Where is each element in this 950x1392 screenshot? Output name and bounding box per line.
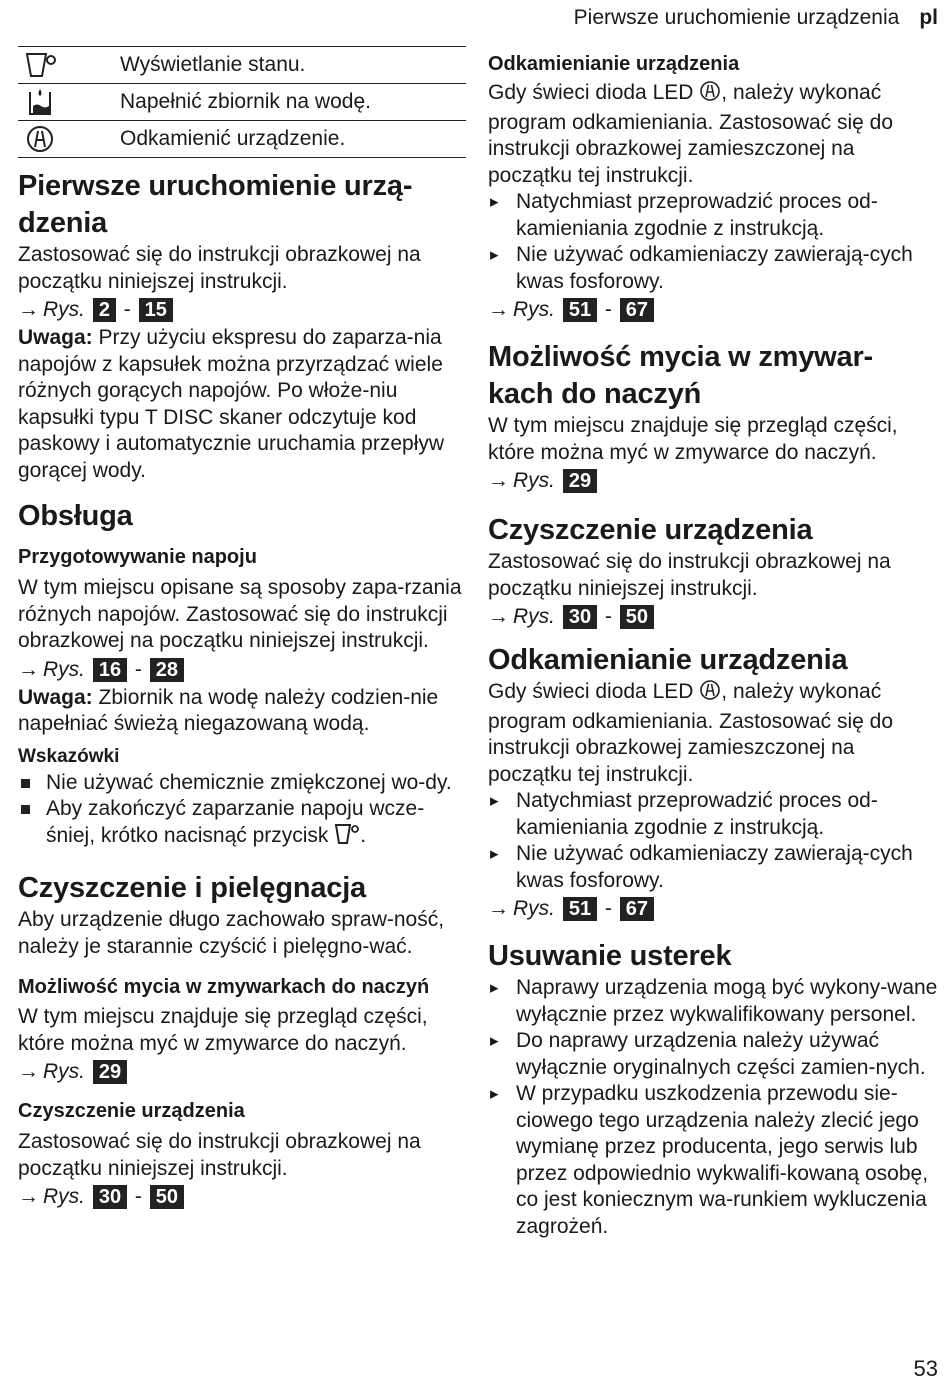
figure-reference: → Rys. 51 - 67 — [488, 295, 940, 325]
figure-reference: → Rys. 51 - 67 — [488, 894, 940, 924]
figure-reference: → Rys. 30 - 50 — [488, 602, 940, 632]
paragraph: Gdy świeci dioda LED , należy wykonać program odkamieniania. Zastosować się do instrukcji obrazkowej zamieszczonej na początku tej instrukcji. — [488, 81, 894, 187]
section-descale — [488, 642, 940, 924]
symbol-legend — [18, 46, 466, 158]
section-cleaning-care — [18, 870, 466, 1212]
section-title: Możliwość mycia w zmywar-kach do naczyń — [488, 341, 874, 410]
list-item: ▸ Nie używać odkamieniaczy zawierają-cych kwas fosforowy. — [488, 242, 940, 295]
running-header — [574, 6, 938, 30]
paragraph: W tym miejscu znajduje się przegląd części, które można myć w zmywarce do naczyń. — [18, 1005, 428, 1055]
section-operation — [18, 498, 466, 852]
section-troubleshooting — [488, 938, 940, 1240]
section-dishwasher — [488, 339, 940, 496]
descale-led-icon — [699, 679, 721, 709]
section-title: Odkamienianie urządzenia — [488, 644, 848, 676]
paragraph: Zastosować się do instrukcji obrazkowej na początku niniejszej instrukcji. — [18, 1130, 421, 1180]
list-item: ▸ Do naprawy urządzenia należy używać wyłącznie oryginalnych części zamien-nych. — [488, 1028, 940, 1081]
tips-list — [18, 770, 466, 853]
list-item: ▸ Natychmiast przeprowadzić proces od-kamieniania zgodnie z instrukcją. — [488, 189, 940, 242]
subsection-title: Czyszczenie urządzenia — [18, 1100, 245, 1122]
section-title: Czyszczenie urządzenia — [488, 514, 813, 546]
descale-led-icon — [699, 80, 721, 110]
list-item: ▸ W przypadku uszkodzenia przewodu sie-ciowego tego urządzenia należy zlecić jego wymianę przez producenta, jego serwis lub przez odpowiednio wykwalifi-kowaną osobę, co jest koniecznym wa-runkiem wykluczenia zagrożeń. — [488, 1081, 940, 1240]
descale-icon — [18, 121, 120, 158]
paragraph: Zastosować się do instrukcji obrazkowej na początku niniejszej instrukcji. — [18, 243, 421, 293]
figure-reference: → Rys. 16 - 28 — [18, 655, 466, 685]
paragraph: Aby urządzenie długo zachowało spraw-ność, należy je starannie czyścić i pielęgno-wać. — [18, 908, 445, 958]
note: Uwaga: Zbiornik na wodę należy codzien-nie napełniać świeżą niegazowaną wodą. — [18, 685, 439, 735]
legend-text: Wyświetlanie stanu. — [120, 47, 466, 84]
list-item: ▸ Naprawy urządzenia mogą być wykony-wane wyłącznie przez wykwalifikowany personel. — [488, 975, 940, 1028]
cup-icon — [18, 47, 120, 84]
section-title: Czyszczenie i pielęgnacja — [18, 872, 366, 904]
section-title: Usuwanie usterek — [488, 940, 732, 972]
paragraph: Zastosować się do instrukcji obrazkowej na początku niniejszej instrukcji. — [488, 550, 891, 600]
section-title: Obsługa — [18, 500, 133, 532]
figure-reference: → Rys. 30 - 50 — [18, 1182, 466, 1212]
list-item: ▸ Natychmiast przeprowadzić proces od-kamieniania zgodnie z instrukcją. — [488, 788, 940, 841]
instruction-list — [488, 788, 940, 894]
left-column — [18, 46, 466, 1212]
list-item: ▸ Nie używać odkamieniaczy zawierają-cych kwas fosforowy. — [488, 841, 940, 894]
paragraph: W tym miejscu znajduje się przegląd części, które można myć w zmywarce do naczyń. — [488, 414, 898, 464]
figure-reference: → Rys. 29 — [488, 466, 940, 496]
header-title: Pierwsze uruchomienie urządzenia — [573, 6, 900, 29]
note: Uwaga: Przy użyciu ekspresu do zaparza-nia napojów z kapsułek można przyrządzać wiele różnych gorących napojów. Po włoże-niu kapsułki typu T DISC skaner odczytuje kod paskowy i automatycznie uruchamia przepływ gorącej wody. — [18, 326, 445, 482]
paragraph: Gdy świeci dioda LED , należy wykonać program odkamieniania. Zastosować się do instrukcji obrazkowej zamieszczonej na początku tej instrukcji. — [488, 680, 894, 786]
page-number: 53 — [913, 1356, 938, 1381]
subsection-title: Możliwość mycia w zmywarkach do naczyń — [18, 976, 430, 998]
figure-reference: → Rys. 2 - 15 — [18, 295, 466, 325]
cup-icon — [334, 823, 360, 853]
legend-text: Napełnić zbiornik na wodę. — [120, 84, 466, 121]
legend-row — [18, 84, 466, 121]
instruction-list — [488, 189, 940, 295]
list-item: Nie używać chemicznie zmiękczonej wo-dy. — [18, 770, 466, 797]
list-item: Aby zakończyć zaparzanie napoju wcze-śniej, krótko nacisnąć przycisk . — [18, 796, 466, 852]
water-tank-icon — [18, 84, 120, 121]
figure-reference: → Rys. 29 — [18, 1057, 466, 1087]
paragraph: W tym miejscu opisane są sposoby zapa-rzania różnych napojów. Zastosować się do instrukcji obrazkowej na początku niniejszej instrukcji. — [18, 576, 462, 652]
section-first-use — [18, 168, 466, 484]
legend-row — [18, 47, 466, 84]
legend-row — [18, 121, 466, 158]
legend-text: Odkamienić urządzenie. — [120, 121, 466, 158]
section-title: Pierwsze uruchomienie urzą- dzenia — [18, 170, 413, 239]
tips-title: Wskazówki — [18, 745, 120, 767]
section-cleaning — [488, 512, 940, 632]
instruction-list — [488, 975, 940, 1240]
subsection-title: Przygotowywanie napoju — [18, 546, 257, 568]
right-column — [488, 48, 940, 1240]
language-code: pl — [919, 6, 938, 29]
section-descale-top — [488, 48, 940, 325]
subsection-title: Odkamienianie urządzenia — [488, 53, 740, 75]
